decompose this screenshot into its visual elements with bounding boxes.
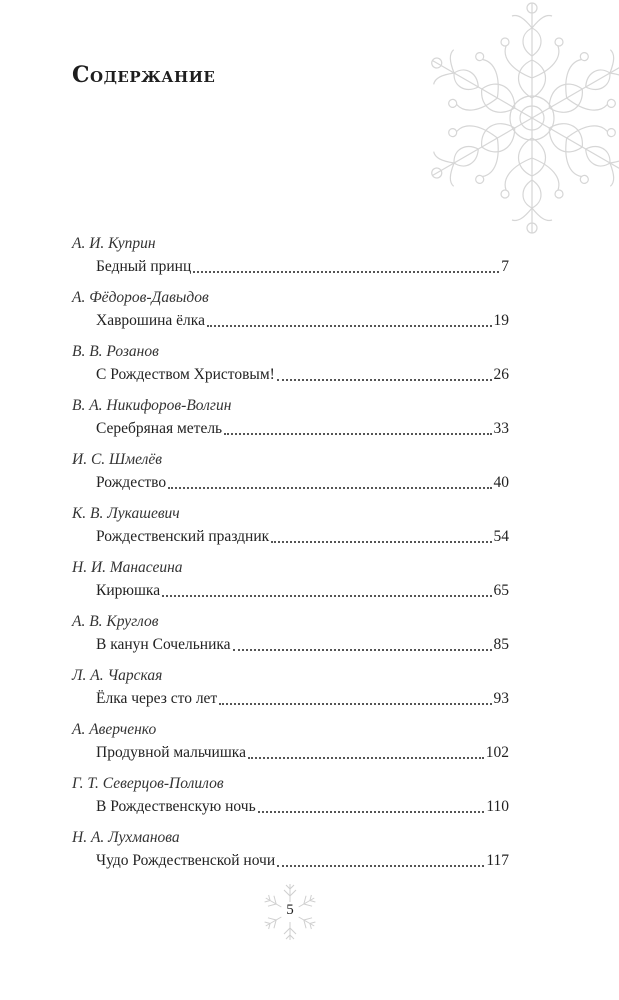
toc-page: 85 [493, 636, 509, 653]
toc-author: А. В. Круглов [72, 613, 159, 630]
toc-title: В канун Сочельника [96, 636, 231, 653]
toc-author: Н. И. Манасеина [72, 559, 183, 576]
dot-leader [207, 324, 492, 327]
toc-title: Бедный принц [96, 258, 192, 275]
snowflake-ornament-icon [420, 0, 619, 240]
toc-page: 102 [485, 744, 509, 761]
toc-author: И. С. Шмелёв [72, 451, 162, 468]
toc-page: 110 [486, 798, 509, 815]
toc-entry [72, 288, 509, 342]
toc-line[interactable] [96, 851, 509, 871]
toc-line[interactable] [96, 257, 509, 277]
toc-entry [72, 558, 509, 612]
toc-title: Рождество [96, 474, 167, 491]
dot-leader [224, 432, 491, 435]
table-of-contents [72, 234, 509, 882]
dot-leader [277, 864, 484, 867]
toc-author: В. В. Розанов [72, 343, 159, 360]
toc-line[interactable] [96, 797, 509, 817]
toc-entry [72, 504, 509, 558]
dot-leader [248, 756, 484, 759]
toc-line[interactable] [96, 527, 509, 547]
dot-leader [219, 702, 491, 705]
page-title: Содержание [72, 62, 216, 88]
toc-title: Хаврошина ёлка [96, 312, 205, 329]
toc-title: Ёлка через сто лет [96, 690, 218, 707]
page-number-ornament [260, 882, 320, 942]
toc-title: Продувной мальчишка [96, 744, 246, 761]
dot-leader [193, 270, 499, 273]
toc-page: 26 [493, 366, 509, 383]
dot-leader [162, 594, 491, 597]
dot-leader [277, 378, 492, 381]
toc-line[interactable] [96, 365, 509, 385]
toc-line[interactable] [96, 743, 509, 763]
toc-entry [72, 774, 509, 828]
toc-entry [72, 450, 509, 504]
toc-page: 65 [493, 582, 509, 599]
toc-author: А. И. Куприн [72, 235, 156, 252]
toc-page: 33 [493, 420, 509, 437]
toc-line[interactable] [96, 635, 509, 655]
toc-page: 19 [493, 312, 509, 329]
toc-line[interactable] [96, 581, 509, 601]
page-number: 5 [286, 902, 294, 918]
dot-leader [258, 810, 485, 813]
toc-entry [72, 234, 509, 288]
toc-entry [72, 396, 509, 450]
toc-author: Л. А. Чарская [72, 667, 163, 684]
toc-page: 93 [493, 690, 509, 707]
toc-entry [72, 720, 509, 774]
toc-page: 7 [501, 258, 509, 275]
toc-entry [72, 342, 509, 396]
toc-title: Чудо Рождественской ночи [96, 852, 276, 869]
toc-title: С Рождеством Христовым! [96, 366, 275, 383]
toc-entry [72, 612, 509, 666]
dot-leader [233, 648, 492, 651]
toc-line[interactable] [96, 419, 509, 439]
toc-page: 54 [493, 528, 509, 545]
toc-entry [72, 828, 509, 882]
toc-page: 40 [493, 474, 509, 491]
toc-title: В Рождественскую ночь [96, 798, 256, 815]
toc-line[interactable] [96, 689, 509, 709]
dot-leader [271, 540, 491, 543]
dot-leader [168, 486, 491, 489]
toc-author: А. Аверченко [72, 721, 157, 738]
toc-entry [72, 666, 509, 720]
toc-page: 117 [486, 852, 509, 869]
toc-title: Кирюшка [96, 582, 161, 599]
toc-line[interactable] [96, 311, 509, 331]
toc-line[interactable] [96, 473, 509, 493]
toc-author: К. В. Лукашевич [72, 505, 180, 522]
toc-author: А. Фёдоров-Давыдов [72, 289, 209, 306]
toc-author: Н. А. Лухманова [72, 829, 180, 846]
toc-title: Рождественский праздник [96, 528, 270, 545]
toc-author: Г. Т. Северцов-Полилов [72, 775, 224, 792]
toc-title: Серебряная метель [96, 420, 223, 437]
toc-author: В. А. Никифоров-Волгин [72, 397, 232, 414]
